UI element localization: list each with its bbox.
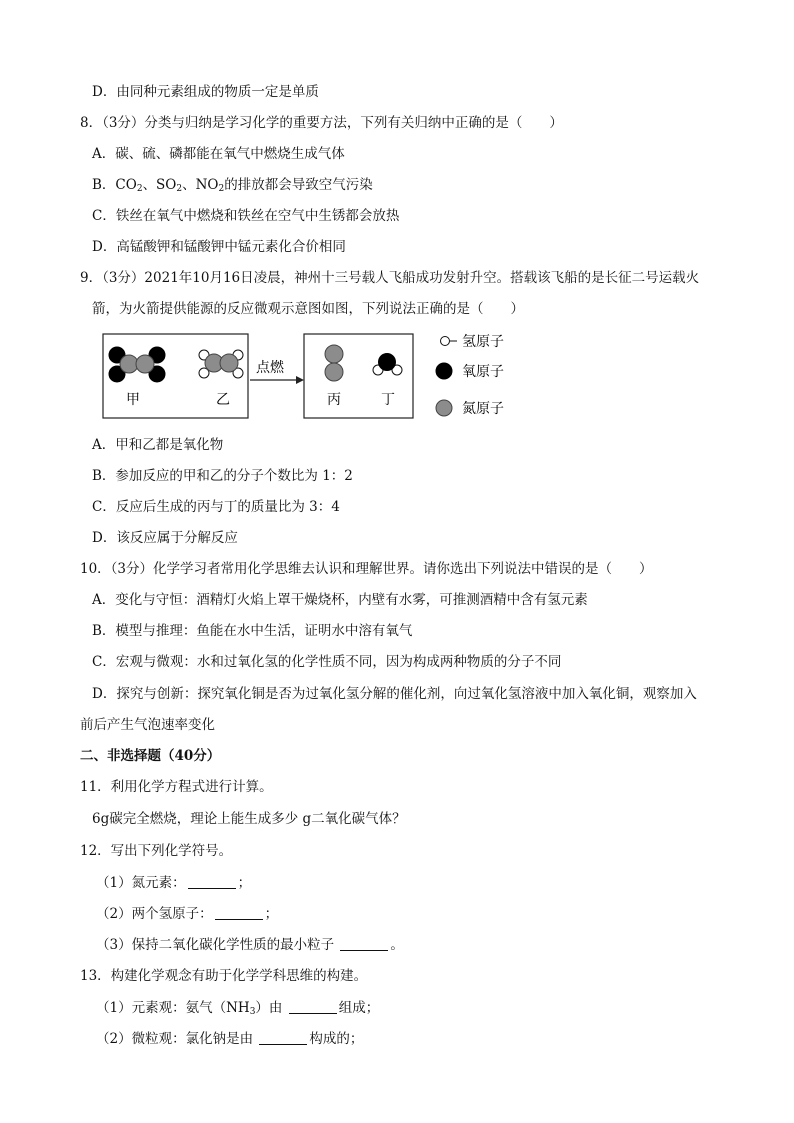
reaction-diagram xyxy=(0,0,794,440)
q7-option-d: D．由同种元素组成的物质一定是单质 xyxy=(92,84,319,100)
n-atom xyxy=(325,345,343,363)
n-atom xyxy=(220,354,238,372)
n-atom xyxy=(120,355,138,373)
q9-option-c: C．反应后生成的丙与丁的质量比为 3：4 xyxy=(92,499,340,515)
section2-title: 二、非选择题（40分） xyxy=(80,748,221,764)
q9-stem-line2: 箭，为火箭提供能源的反应微观示意图如图，下列说法正确的是（ ） xyxy=(92,301,524,317)
subscript: 2 xyxy=(136,184,143,194)
q8-option-b-prefix: B．CO xyxy=(92,177,137,193)
answer-blank[interactable] xyxy=(259,1030,307,1045)
q13-item1-mid: ）由 xyxy=(255,1000,287,1016)
legend-o-label: 氧原子 xyxy=(462,364,504,380)
q10-option-d-line1: D．探究与创新：探究氧化铜是否为过氧化氢分解的催化剂，向过氧化氢溶液中加入氧化铜，观察加入 xyxy=(92,686,697,702)
molecule-yi xyxy=(199,350,243,378)
subscript: 3 xyxy=(249,1007,256,1017)
q12-item1-prefix: （1）氮元素： xyxy=(96,875,186,891)
q9-stem-line1: 9．（3分）2021年10月16日凌晨，神州十三号载人飞船成功发射升空。搭载该飞船的是长征二号运载火 xyxy=(80,270,700,286)
q8-option-b-mid2: 、NO xyxy=(182,177,219,193)
q9-option-a: A．甲和乙都是氧化物 xyxy=(92,437,224,453)
arrow-head-icon xyxy=(296,376,304,384)
subscript: 2 xyxy=(176,184,183,194)
label-yi: 乙 xyxy=(216,392,230,408)
q10-option-d-line2: 前后产生气泡速率变化 xyxy=(80,717,215,733)
q12-item2-suffix: ； xyxy=(264,906,279,922)
molecule-jia xyxy=(109,347,165,382)
q13-item2-prefix: （2）微粒观：氯化钠是由 xyxy=(96,1031,258,1047)
legend-o-icon xyxy=(436,363,452,379)
q8-option-b-suffix: 的排放都会导致空气污染 xyxy=(224,177,373,193)
label-jia: 甲 xyxy=(126,392,140,408)
q10-option-b: B．模型与推理：鱼能在水中生活，证明水中溶有氧气 xyxy=(92,623,413,639)
answer-blank[interactable] xyxy=(340,936,388,951)
q9-option-b: B．参加反应的甲和乙的分子个数比为 1：2 xyxy=(92,468,353,484)
legend-h-label: 氢原子 xyxy=(462,334,504,350)
q8-option-b-mid1: 、SO xyxy=(142,177,177,193)
q11-stem: 11．利用化学方程式进行计算。 xyxy=(80,779,273,795)
q13-stem: 13．构建化学观念有助于化学学科思维的构建。 xyxy=(80,968,368,984)
q11-content: 6g碳完全燃烧，理论上能生成多少 g二氧化碳气体？ xyxy=(92,811,406,827)
q12-stem: 12．写出下列化学符号。 xyxy=(80,843,233,859)
o-atom xyxy=(379,354,396,371)
q10-option-a: A．变化与守恒：酒精灯火焰上罩干燥烧杯，内壁有水雾，可推测酒精中含有氢元素 xyxy=(92,592,588,608)
q10-option-c: C．宏观与微观：水和过氧化氢的化学性质不同，因为构成两种物质的分子不同 xyxy=(92,654,562,670)
q12-item2-prefix: （2）两个氢原子： xyxy=(96,906,213,922)
q8-stem: 8．（3分）分类与归纳是学习化学的重要方法，下列有关归纳中正确的是（ ） xyxy=(80,115,563,131)
q13-item1-suffix: 组成； xyxy=(338,1000,380,1016)
subscript: 2 xyxy=(218,184,225,194)
label-bing: 丙 xyxy=(327,392,341,408)
q13-item1-prefix: （1）元素观：氨气（NH xyxy=(96,1000,250,1016)
legend-h-icon xyxy=(441,337,450,346)
q13-item1 xyxy=(96,998,379,1022)
n-atom xyxy=(325,363,343,381)
legend xyxy=(436,334,504,417)
label-ding: 丁 xyxy=(381,392,395,408)
q12-item3-prefix: （3）保持二氧化碳化学性质的最小粒子 xyxy=(96,937,339,953)
answer-blank[interactable] xyxy=(289,999,337,1014)
q13-item2 xyxy=(96,1029,363,1049)
q12-item2 xyxy=(96,904,278,924)
n-atom xyxy=(136,355,154,373)
q12-item1-suffix: ； xyxy=(237,875,252,891)
q8-option-c: C．铁丝在氧气中燃烧和铁丝在空气中生锈都会放热 xyxy=(92,208,400,224)
q12-item3-suffix: 。 xyxy=(390,937,404,953)
molecule-ding xyxy=(373,354,402,376)
answer-blank[interactable] xyxy=(188,874,236,889)
legend-n-label: 氮原子 xyxy=(462,401,504,417)
answer-blank[interactable] xyxy=(215,905,263,920)
q12-item1 xyxy=(96,873,251,893)
molecule-bing xyxy=(325,345,343,381)
q8-option-d: D．高锰酸钾和锰酸钾中锰元素化合价相同 xyxy=(92,239,346,255)
product-box xyxy=(304,334,413,418)
legend-n-icon xyxy=(436,400,452,416)
q13-item2-suffix: 构成的； xyxy=(309,1031,364,1047)
q10-stem: 10．（3分）化学学习者常用化学思维去认识和理解世界。请你选出下列说法中错误的是（ ） xyxy=(80,561,653,577)
arrow-label: 点燃 xyxy=(256,360,284,376)
q9-option-d: D．该反应属于分解反应 xyxy=(92,530,238,546)
q12-item3 xyxy=(96,935,404,955)
q8-option-a: A．碳、硫、磷都能在氧气中燃烧生成气体 xyxy=(92,146,345,162)
